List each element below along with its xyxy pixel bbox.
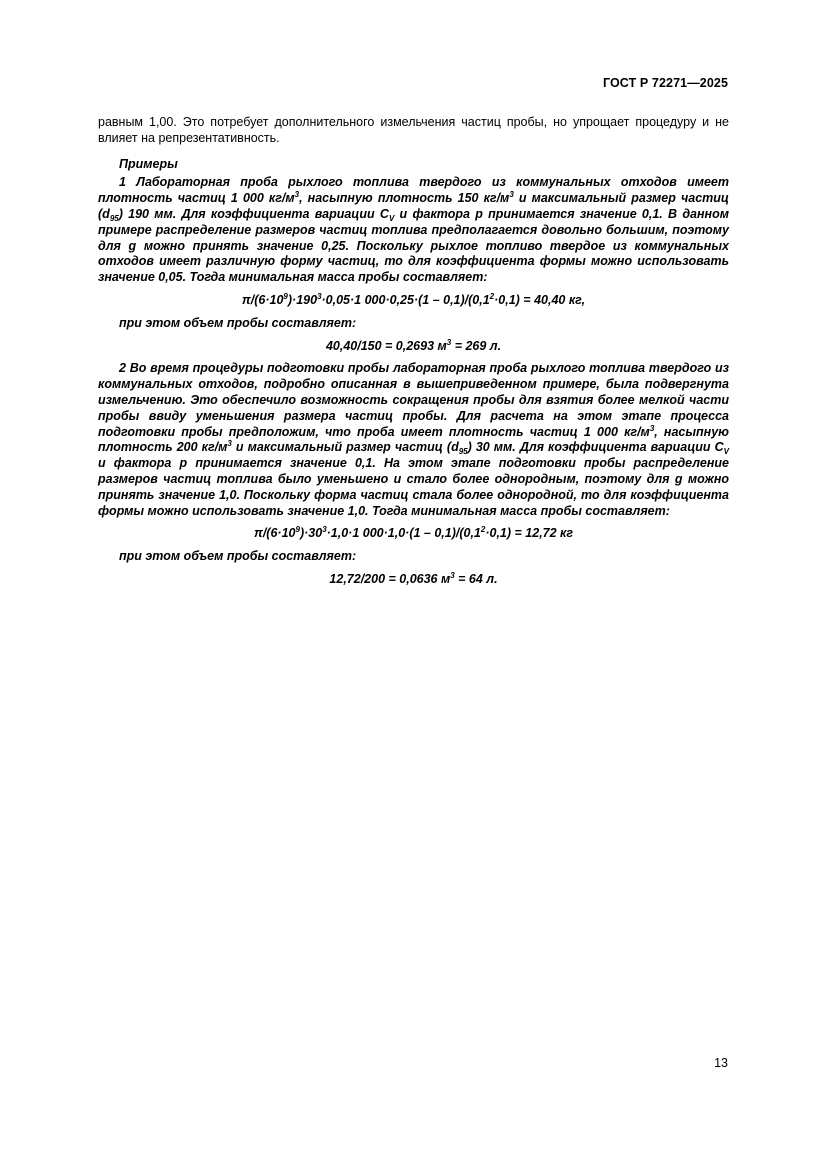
formula-part: 40,40/150 = 0,2693 м [325, 338, 447, 353]
example-1-text-5: и фактора р принимается значение 0,1. В данном примере распределение размеров частиц топлива предполагается довольно большим, поэтому для g можно принять значение 0,25. Поскольку рыхлое топливо твердое из коммунальных отходов имеет различную форму частиц, то для коэффициента формы можно использовать значение 0,05. Тогда минимальная масса пробы составляет: [98, 206, 729, 285]
intro-paragraph: равным 1,00. Это потребует дополнительного измельчения частиц пробы, но упрощает процедуру и не влияет на репрезентативность. [98, 115, 729, 145]
formula-exponent: 9 [283, 291, 288, 301]
example-1-text-4: ) 190 мм. Для коэффициента вариации C [118, 206, 389, 221]
page-content [98, 115, 729, 595]
formula-part: )·30 [299, 526, 323, 541]
formula-part: = 269 л. [451, 338, 502, 353]
formula-part: ·1,0·1 000·1,0·(1 – 0,1)/(0,1 [326, 526, 481, 541]
example-1-paragraph [98, 175, 729, 286]
example-1-text-3: и максимальный размер частиц (d [98, 191, 729, 221]
formula-exponent: 3 [450, 570, 455, 580]
formula-part: 12,72/200 = 0,0636 м [329, 571, 451, 586]
formula-part: ·0,1) = 40,40 кг, [494, 292, 586, 307]
example-1-volume-formula [98, 339, 729, 355]
example-1-sup-2: 3 [509, 190, 514, 200]
example-1-text-2: , насыпную плотность 150 кг/м [299, 191, 510, 206]
example-2-text-4: ) 30 мм. Для коэффициента вариации C [467, 440, 724, 455]
example-2-paragraph [98, 361, 729, 519]
formula-part: π/(6·10 [253, 526, 296, 541]
examples-heading [98, 157, 729, 173]
formula-part: = 64 л. [454, 571, 498, 586]
example-2-sub-2: V [723, 447, 729, 457]
example-1-text-1: 1 Лабораторная проба рыхлого топлива твердого из коммунальных отходов имеет плотность частиц 1 000 кг/м [98, 175, 729, 206]
example-1-volume-lead: при этом объем пробы составляет: [119, 315, 357, 330]
examples-heading-text: Примеры [119, 156, 178, 171]
formula-part: ·0,05·1 000·0,25·(1 – 0,1)/(0,1 [321, 292, 490, 307]
formula-exponent: 2 [489, 291, 495, 301]
example-2-sub-1: 95 [458, 447, 468, 457]
formula-part: )·190 [287, 292, 318, 307]
document-number: ГОСТ Р 72271—2025 [602, 76, 728, 90]
formula-exponent: 2 [480, 525, 486, 535]
example-2-mass-formula [98, 526, 729, 542]
formula-part: ·0,1) = 12,72 кг [485, 526, 574, 541]
example-2-sup-1: 3 [649, 423, 655, 433]
formula-exponent: 3 [322, 525, 327, 535]
example-1-sup-1: 3 [294, 190, 300, 200]
example-1-sub-1: 95 [109, 213, 119, 223]
example-2-volume-lead: при этом объем пробы составляет: [119, 549, 357, 564]
example-2-text-5: и фактора р принимается значение 0,1. На этом этапе подготовки пробы распределение размеров частиц топлива было уменьшено и стало более однородным, поэтому для g можно принять значение 1,0. Поскольку форма частиц стала более однородной, то для коэффициента формы можно использовать значение 1,0. Тогда минимальная масса пробы составляет: [98, 456, 729, 518]
example-2-text-1: 2 Во время процедуры подготовки пробы лабораторная проба рыхлого топлива твердого из коммунальных отходов, подробно описанная в вышеприведенном примере, была подвергнута измельчению. Это обеспечило возможность сокращения пробы для взятия более мелкой части пробы ввиду уменьшения размера частиц пробы. Для расчета на этом этапе процесса подготовки пробы предположим, что проба имеет плотность частиц 1 000 кг/м [98, 361, 729, 439]
example-2-text-3: и максимальный размер частиц (d [231, 440, 459, 455]
example-1-mass-formula [98, 293, 729, 309]
example-2-text-2: , насыпную плотность 200 кг/м [98, 424, 729, 455]
formula-exponent: 3 [446, 337, 452, 347]
formula-part: π/(6·10 [241, 292, 284, 307]
page-number: 13 [714, 1056, 728, 1070]
example-1-sub-2: V [388, 213, 395, 223]
formula-exponent: 9 [295, 525, 300, 535]
formula-exponent: 3 [317, 291, 322, 301]
example-2-sup-2: 3 [227, 439, 232, 449]
example-2-volume-formula [98, 572, 729, 588]
